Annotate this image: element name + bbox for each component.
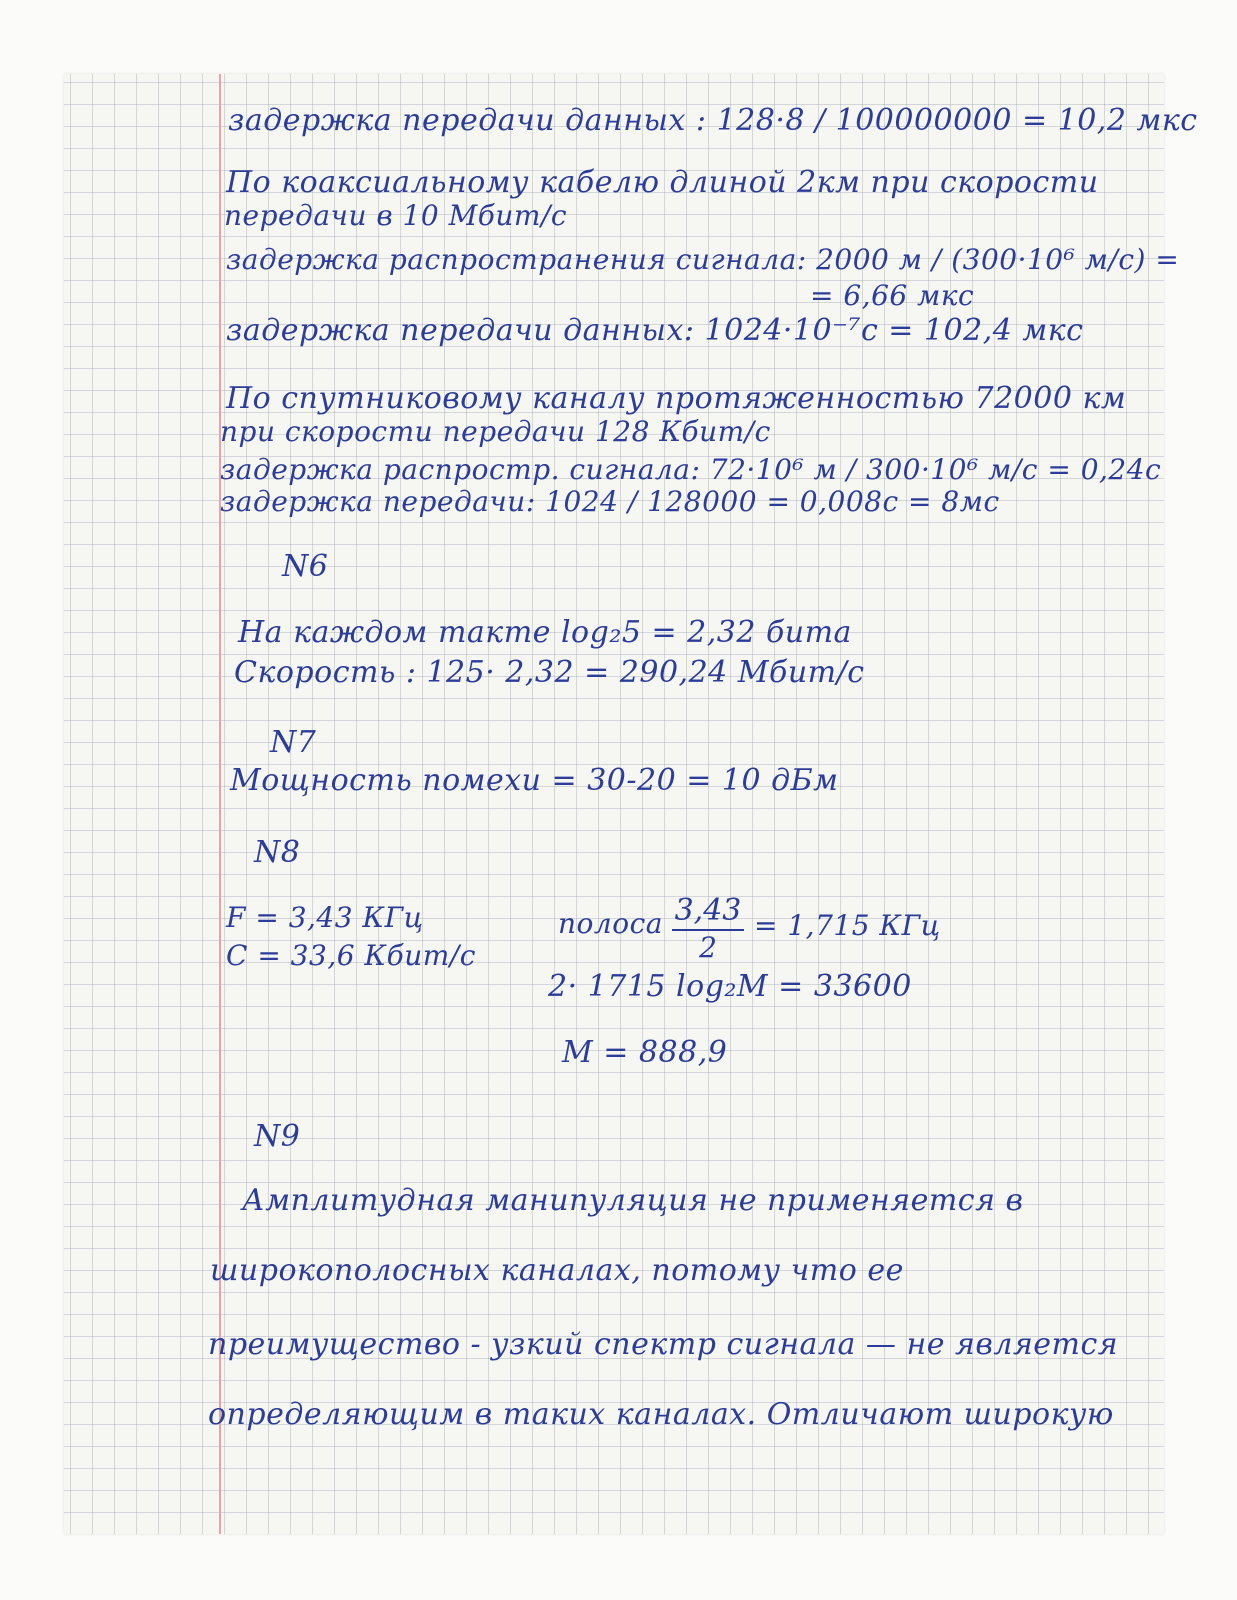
line-satellite-propagation: задержка распростр. сигнала: 72·10⁶ м / 300·10⁶ м/с = 0,24с (220, 453, 1162, 486)
fraction-denominator: 2 (699, 931, 717, 964)
heading-n9: N9 (254, 1119, 301, 1154)
heading-n6: N6 (282, 549, 329, 584)
line-coax-cable: По коаксиальному кабелю длиной 2км при скорости (226, 165, 1099, 200)
paragraph-line-1: Амплитудная манипуляция не применяется в (242, 1183, 1024, 1218)
line-satellite-channel: По спутниковому каналу протяженностью 72000 км (226, 381, 1127, 416)
paragraph-line-2: широкополосных каналах, потому что ее (210, 1253, 904, 1288)
line-coax-data-delay: задержка передачи данных: 1024·10⁻⁷с = 102,4 мкс (226, 313, 1084, 348)
graph-paper-sheet (64, 74, 1164, 1534)
line-capacity: C = 33,6 Кбит/с (226, 939, 476, 972)
band-label: полоса (558, 907, 663, 940)
line-noise-power: Мощность помехи = 30-20 = 10 дБм (230, 763, 839, 798)
line-bits-per-cycle: На каждом такте log₂5 = 2,32 бита (238, 615, 852, 650)
heading-n8: N8 (254, 835, 301, 870)
paragraph-line-4: определяющим в таких каналах. Отличают широкую (208, 1397, 1114, 1432)
paragraph-line-3: преимущество - узкий спектр сигнала — не является (208, 1327, 1119, 1362)
line-frequency: F = 3,43 КГц (226, 901, 424, 934)
line-satellite-transmission: задержка передачи: 1024 / 128000 = 0,008с = 8мс (220, 485, 1000, 518)
line-coax-propagation-result: = 6,66 мкс (810, 279, 975, 312)
line-coax-propagation: задержка распространения сигнала: 2000 м / (300·10⁶ м/с) = (226, 243, 1180, 276)
heading-n7: N7 (270, 725, 317, 760)
line-coax-speed: передачи в 10 Мбит/с (224, 199, 568, 232)
equation-m-result: M = 888,9 (562, 1035, 728, 1070)
line-data-delay-1: задержка передачи данных : 128·8 / 100000000 = 10,2 мкс (228, 103, 1198, 138)
band-result: = 1,715 КГц (754, 909, 941, 942)
fraction-numerator: 3,43 (674, 893, 742, 928)
line-satellite-speed: при скорости передачи 128 Кбит/с (220, 415, 771, 448)
margin-line (219, 74, 221, 1534)
equation-log2m: 2· 1715 log₂M = 33600 (548, 969, 912, 1004)
line-speed: Скорость : 125· 2,32 = 290,24 Мбит/с (234, 655, 865, 690)
band-fraction (672, 893, 744, 964)
